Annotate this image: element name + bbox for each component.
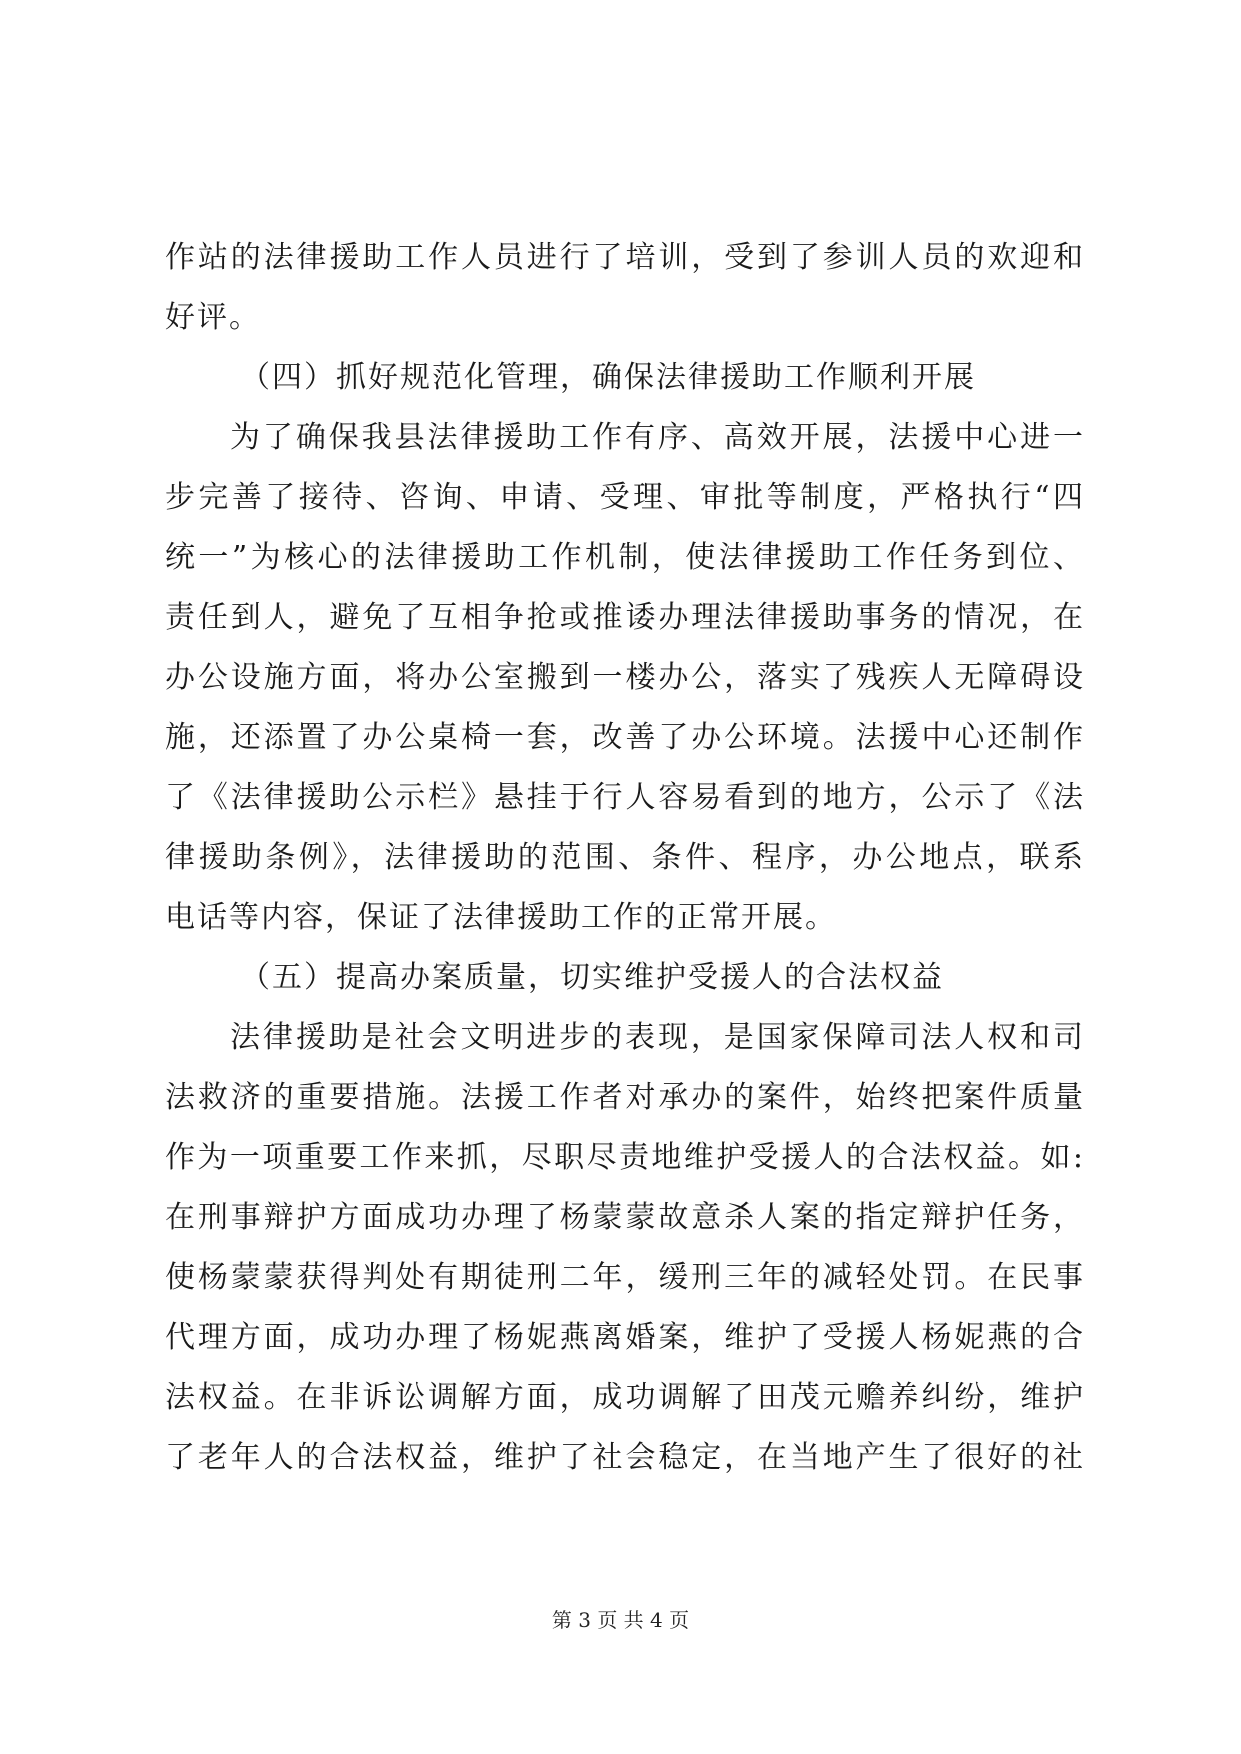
paragraph-line: 作站的法律援助工作人员进行了培训，受到了参训人员的欢迎和 [165, 240, 1085, 275]
paragraph-line: 法律援助是社会文明进步的表现，是国家保障司法人权和司 [230, 1020, 1085, 1055]
page-number-footer: 第 3 页 共 4 页 [551, 1608, 690, 1632]
section-heading: （五）提高办案质量，切实维护受援人的合法权益 [240, 960, 944, 995]
paragraph-line: 施，还添置了办公桌椅一套，改善了办公环境。法援中心还制作 [165, 720, 1085, 755]
paragraph-line: 办公设施方面，将办公室搬到一楼办公，落实了残疾人无障碍设 [165, 660, 1085, 695]
paragraph-line: 步完善了接待、咨询、申请、受理、审批等制度，严格执行“四 [165, 480, 1085, 515]
paragraph-line: 了《法律援助公示栏》悬挂于行人容易看到的地方，公示了《法 [165, 780, 1085, 815]
paragraph-line: 法救济的重要措施。法援工作者对承办的案件，始终把案件质量 [165, 1080, 1085, 1115]
document-body [165, 228, 1085, 1488]
section-heading: （四）抓好规范化管理，确保法律援助工作顺利开展 [240, 360, 976, 395]
paragraph-line: 好评。 [165, 300, 261, 335]
paragraph-line: 了老年人的合法权益，维护了社会稳定，在当地产生了很好的社 [165, 1440, 1085, 1475]
paragraph-line: 代理方面，成功办理了杨妮燕离婚案，维护了受援人杨妮燕的合 [165, 1320, 1085, 1355]
paragraph-line: 为了确保我县法律援助工作有序、高效开展，法援中心进一 [230, 420, 1085, 455]
paragraph-line: 责任到人，避免了互相争抢或推诿办理法律援助事务的情况，在 [165, 600, 1085, 635]
paragraph-line: 律援助条例》，法律援助的范围、条件、程序，办公地点，联系 [165, 840, 1085, 875]
paragraph-line: 使杨蒙蒙获得判处有期徒刑二年，缓刑三年的减轻处罚。在民事 [165, 1260, 1085, 1295]
paragraph-line: 在刑事辩护方面成功办理了杨蒙蒙故意杀人案的指定辩护任务， [165, 1200, 1085, 1235]
paragraph-line: 作为一项重要工作来抓，尽职尽责地维护受援人的合法权益。如: [165, 1140, 1085, 1175]
paragraph-line: 统一”为核心的法律援助工作机制，使法律援助工作任务到位、 [165, 540, 1085, 575]
paragraph-line: 电话等内容，保证了法律援助工作的正常开展。 [165, 900, 837, 935]
paragraph-line: 法权益。在非诉讼调解方面，成功调解了田茂元赡养纠纷，维护 [165, 1380, 1085, 1415]
